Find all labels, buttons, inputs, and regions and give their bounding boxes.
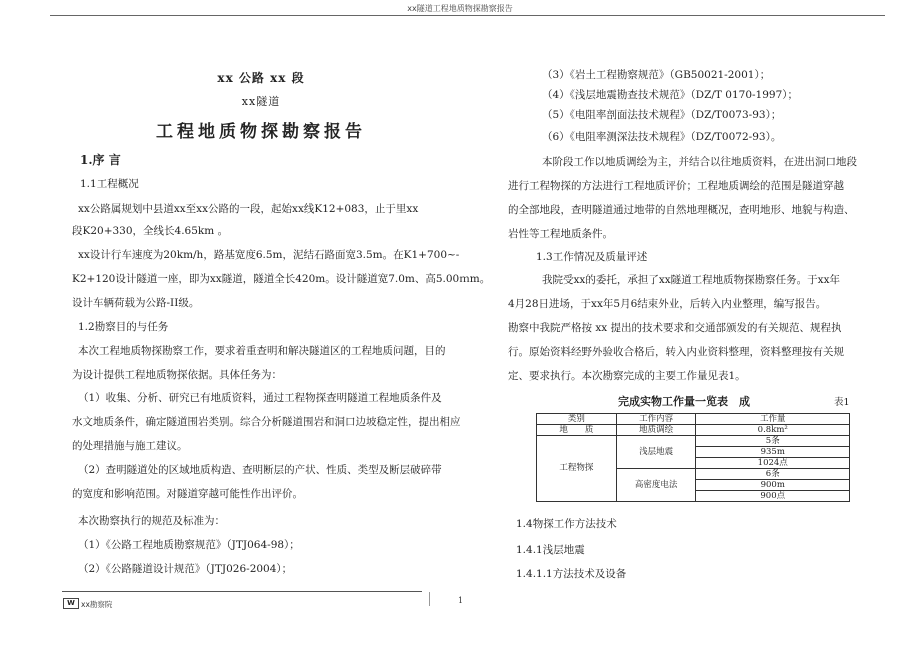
table-cell: 900点	[696, 491, 850, 502]
paragraph-line: 行。原始资料经野外验收合格后，转入内业资料整理，资料整理按有关规	[508, 346, 844, 358]
running-header: xx隧道工程地质物探勘察报告	[407, 4, 513, 13]
header-rule	[50, 15, 885, 16]
subsection-heading-1-4-1: 1.4.1浅层地震	[516, 544, 585, 556]
section-heading-1: 1.序 言	[80, 153, 121, 167]
paragraph-line: 为设计提供工程地质物探依据。具体任务为：	[72, 369, 282, 381]
standard-item: （1）《公路工程地质勘察规范》（JTJ064-98）；	[78, 539, 300, 551]
subsection-heading-1-1: 1.1工程概况	[80, 178, 139, 190]
paragraph-line: 本阶段工作以地质调绘为主，并结合以往地质资料，在进出洞口地段	[542, 156, 857, 168]
table-cell-method: 浅层地震	[616, 436, 696, 469]
table-cell: 900m	[696, 480, 850, 491]
table-header-cell: 工作内容	[616, 414, 696, 425]
standard-item: （3）《岩土工程勘察规范》（GB50021-2001）；	[542, 69, 771, 81]
table-header-cell: 工作量	[696, 414, 850, 425]
paragraph-line: （2）查明隧道处的区域地质构造、查明断层的产状、性质、类型及断层破碎带	[78, 464, 442, 476]
table-header-row	[537, 414, 850, 425]
paragraph-line: 的全部地段，查明隧道通过地带的自然地理概况，查明地形、地貌与构造、	[508, 204, 855, 216]
paragraph-line: 岩性等工程地质条件。	[508, 228, 613, 240]
paragraph-line: 进行工程物探的方法进行工程地质评价；工程地质调绘的范围是隧道穿越	[508, 180, 844, 192]
footer-divider	[429, 592, 430, 606]
table-cell: 0.8km²	[696, 425, 850, 436]
table-header-cell: 类别	[537, 414, 617, 425]
paragraph-line: 勘察中我院严格按 xx 提出的技术要求和交通部颁发的有关规范、规程执	[508, 322, 842, 334]
paragraph-line: 4月28日进场，于xx年5月6结束外业，后转入内业整理，编写报告。	[508, 298, 827, 310]
title-line2: xx隧道	[241, 95, 281, 108]
subsection-heading-1-4: 1.4物探工作方法技术	[516, 518, 617, 530]
standard-item: （5）《电阻率剖面法技术规程》（DZ/T0073-93）；	[542, 109, 782, 121]
table-cell: 6条	[696, 469, 850, 480]
paragraph-line: 我院受xx的委托，承担了xx隧道工程地质物探勘察任务。于xx年	[542, 274, 841, 286]
footer-rule	[62, 591, 422, 592]
paragraph-line: 定、要求执行。本次勘察完成的主要工作量见表1。	[508, 370, 746, 382]
table-cell-category: 工程物探	[537, 436, 617, 502]
document-title: 工程地质物探勘察报告	[156, 122, 366, 142]
paragraph-line: （1）收集、分析、研究已有地质资料，通过工程物探查明隧道工程地质条件及	[78, 392, 442, 404]
title-line1: xx 公路 xx 段	[217, 71, 305, 85]
paragraph-line: xx设计行车速度为20km/h，路基宽度6.5m，泥结石路面宽3.5m。在K1+700~-	[78, 249, 460, 261]
standard-item: （2）《公路隧道设计规范》（JTJ026-2004）；	[78, 563, 293, 575]
footer-company: xx勘察院	[81, 600, 113, 609]
company-logo-icon: W	[63, 598, 79, 609]
paragraph-line: 本次工程地质物探勘察工作，要求着重查明和解决隧道区的工程地质问题，目的	[78, 345, 446, 357]
paragraph-line: 本次勘察执行的规范及标准为：	[78, 515, 225, 527]
table-cell: 1024点	[696, 458, 850, 469]
table-number: 表1	[834, 397, 850, 408]
paragraph-line: 的宽度和影响范围。对隧道穿越可能性作出评价。	[72, 488, 303, 500]
subsection-heading-1-2: 1.2勘察目的与任务	[78, 321, 169, 333]
paragraph-line: 的处理措施与施工建议。	[72, 440, 188, 452]
table-cell: 935m	[696, 447, 850, 458]
paragraph-line: 水文地质条件，确定隧道围岩类别。综合分析隧道围岩和洞口边坡稳定性，提出相应	[72, 416, 461, 428]
table-cell-method: 高密度电法	[616, 469, 696, 502]
table-title: 完成实物工作量一览表 成	[618, 395, 750, 408]
standard-item: （6）《电阻率测深法技术规程》（DZ/T0072-93）。	[542, 131, 782, 143]
page-number: 1	[458, 596, 464, 605]
table-row	[537, 436, 850, 447]
table-cell: 5条	[696, 436, 850, 447]
table-cell: 地 质	[537, 425, 617, 436]
paragraph-line: 段K20+330，全线长4.65km 。	[72, 225, 229, 237]
paragraph-line: 设计车辆荷载为公路-II级。	[72, 297, 200, 309]
table-row	[537, 425, 850, 436]
paragraph-line: xx公路属规划中县道xx至xx公路的一段，起始xx线K12+083，止于里xx	[78, 203, 419, 215]
subsection-heading-1-3: 1.3工作情况及质量评述	[536, 251, 648, 263]
table-cell: 地质调绘	[616, 425, 696, 436]
standard-item: （4）《浅层地震勘查技术规范》（DZ/T 0170-1997）；	[542, 89, 799, 101]
subsection-heading-1-4-1-1: 1.4.1.1方法技术及设备	[516, 568, 627, 580]
workload-table	[536, 413, 850, 502]
paragraph-line: K2+120设计隧道一座，即为xx隧道，隧道全长420m。设计隧道宽7.0m、高5.00ｍm。	[72, 273, 491, 285]
